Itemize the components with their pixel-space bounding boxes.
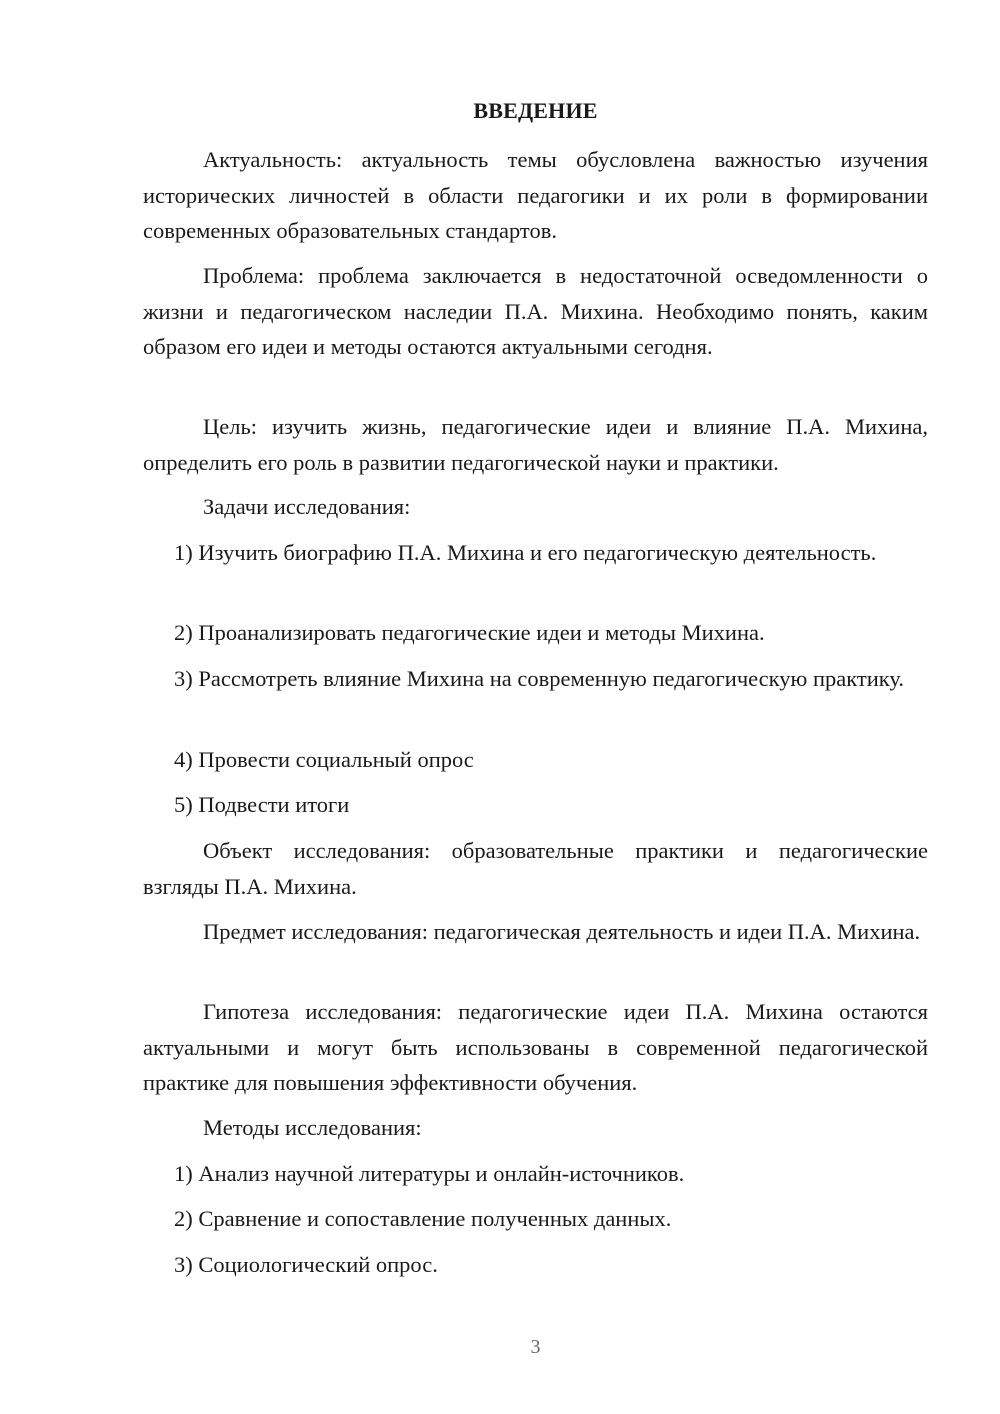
paragraph-relevance: Актуальность: актуальность темы обусловлена важностью изучения исторических личностей в области педагогики и их роли в формировании современных образовательных стандартов. (143, 147, 928, 243)
methods-heading: Методы исследования: (203, 1115, 422, 1140)
task-item-2: 2) Проанализировать педагогические идеи и методы Михина. (174, 620, 765, 645)
task-item-1: 1) Изучить биографию П.А. Михина и его педагогическую деятельность. (174, 540, 877, 565)
paragraph-hypothesis: Гипотеза исследования: педагогические идеи П.А. Михина остаются актуальными и могут быть использованы в современной педагогической практике для повышения эффективности обучения. (143, 999, 928, 1095)
paragraph-goal: Цель: изучить жизнь, педагогические идеи и влияние П.А. Михина, определить его роль в развитии педагогической науки и практики. (143, 414, 928, 475)
method-item-1: 1) Анализ научной литературы и онлайн-источников. (174, 1161, 685, 1186)
paragraph-subject: Предмет исследования: педагогическая деятельность и идеи П.А. Михина. (203, 919, 921, 944)
paragraph-problem: Проблема: проблема заключается в недостаточной осведомленности о жизни и педагогическом наследии П.А. Михина. Необходимо понять, каким образом его идеи и методы остаются актуальными сегодня. (143, 263, 928, 359)
task-item-4: 4) Провести социальный опрос (174, 747, 474, 772)
document-page (143, 0, 928, 1414)
section-title: ВВЕДЕНИЕ (473, 98, 598, 123)
task-item-3: 3) Рассмотреть влияние Михина на современную педагогическую практику. (174, 666, 904, 691)
paragraph-object: Объект исследования: образовательные практики и педагогические взгляды П.А. Михина. (143, 838, 928, 899)
tasks-heading: Задачи исследования: (203, 494, 411, 519)
task-item-5: 5) Подвести итоги (174, 792, 350, 817)
method-item-2: 2) Сравнение и сопоставление полученных данных. (174, 1206, 672, 1231)
page-number: 3 (530, 1336, 541, 1358)
method-item-3: 3) Социологический опрос. (174, 1252, 438, 1277)
